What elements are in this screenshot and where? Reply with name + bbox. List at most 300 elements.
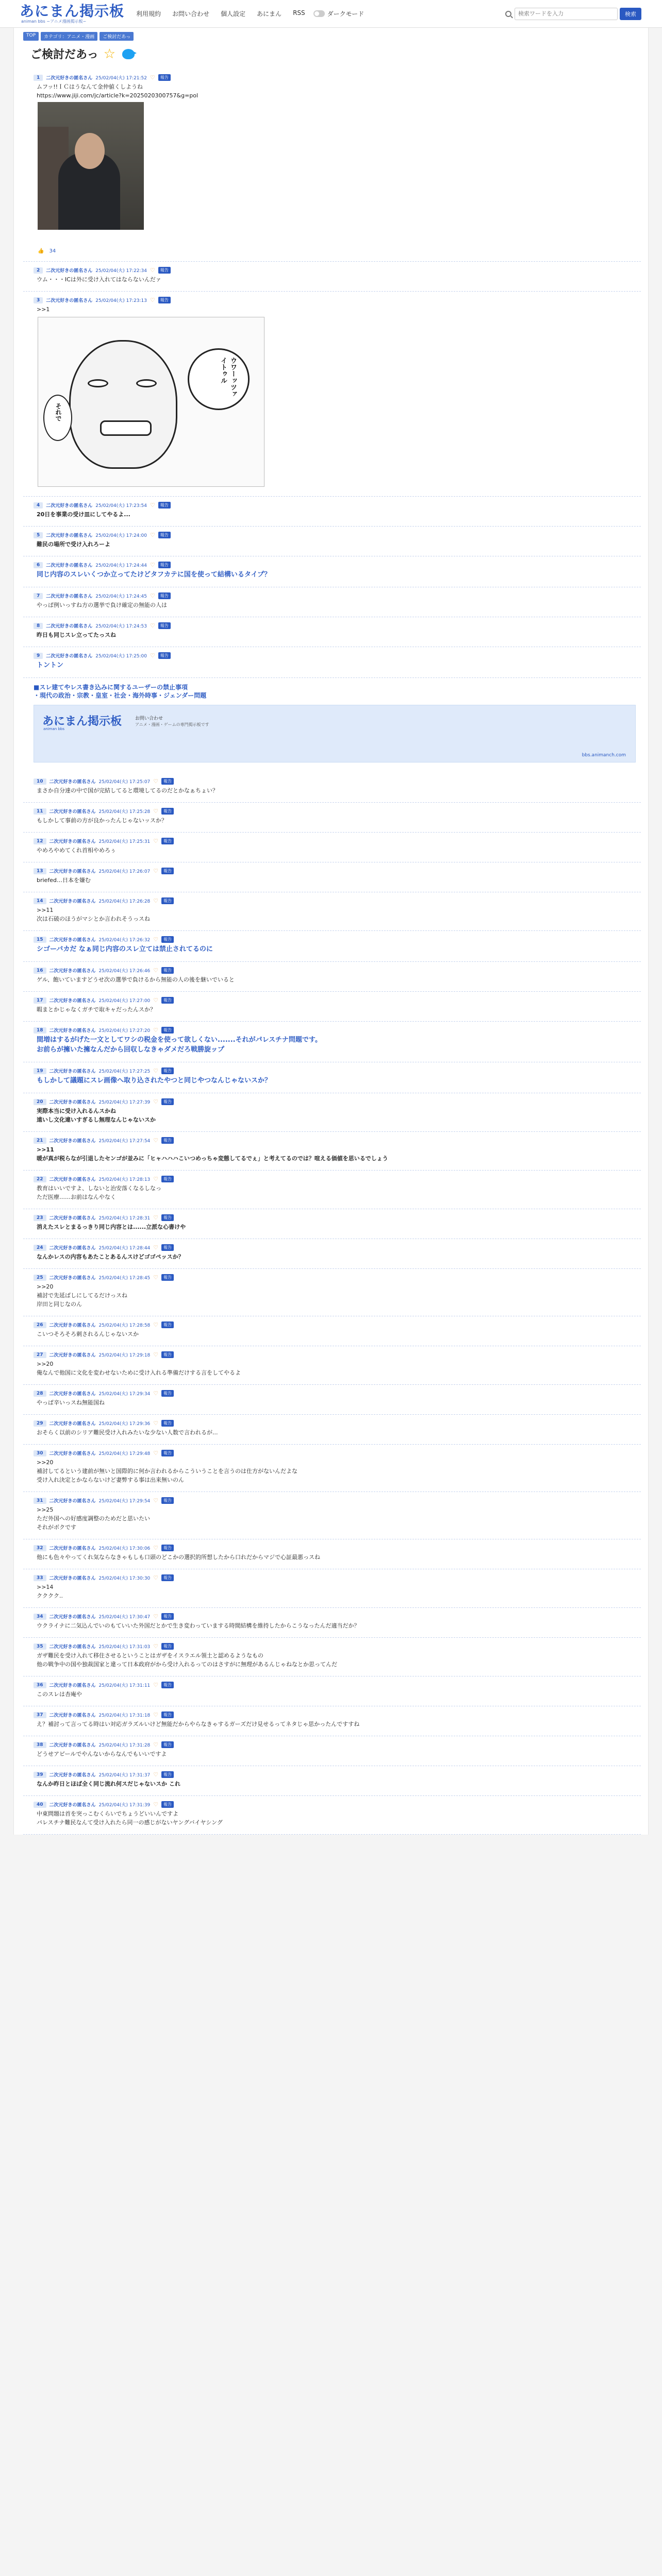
heart-icon[interactable]: ♡ [153, 997, 159, 1004]
post-28 [23, 1385, 641, 1415]
post-author: 二次元好きの匿名さん [49, 1773, 96, 1778]
post-body: このスレは杏庵や [37, 1691, 82, 1698]
heart-icon[interactable]: ♡ [153, 1390, 159, 1397]
report-button[interactable]: 報告 [158, 532, 171, 538]
post-11 [23, 803, 641, 833]
post-author: 二次元好きの匿名さん [49, 1576, 96, 1581]
heart-icon[interactable]: ♡ [153, 1244, 159, 1251]
post-number[interactable]: 39 [34, 1772, 46, 1778]
post-17 [23, 992, 641, 1022]
post-number[interactable]: 40 [34, 1802, 46, 1808]
report-button[interactable]: 報告 [158, 652, 171, 659]
heart-icon[interactable]: ♡ [153, 1067, 159, 1074]
post-13 [23, 862, 641, 892]
report-button[interactable]: 報告 [158, 622, 171, 629]
ad-url: bbs.animanch.com [582, 753, 626, 758]
post-18 [23, 1022, 641, 1062]
post-date: 25/02/04(火) 17:26:32 [98, 938, 151, 943]
post-8 [23, 617, 641, 647]
post-number[interactable]: 11 [34, 808, 46, 815]
post-date: 25/02/04(火) 17:25:28 [98, 809, 151, 815]
post-14 [23, 892, 641, 931]
post-author: 二次元好きの匿名さん [49, 839, 96, 844]
heart-icon[interactable]: ♡ [150, 532, 155, 538]
comic-head [69, 340, 177, 469]
search-input[interactable] [515, 8, 618, 20]
report-button[interactable]: 報告 [161, 1244, 174, 1251]
report-button[interactable]: 報告 [161, 1771, 174, 1778]
toggle-switch-icon[interactable] [313, 10, 325, 17]
post-author: 二次元好きの匿名さん [46, 76, 93, 81]
post-number[interactable]: 4 [34, 502, 43, 509]
post-body: 間増はするがげた一文としてワシの税金を使って欲しくない.......それがパレスチナ問題です。 お前らが擁いた擁なんだから回収しなきゃダメだろ戦勝旋ップ [37, 1036, 322, 1054]
heart-icon[interactable]: ♡ [153, 1137, 159, 1144]
post-body: 昨日も同じスレ立ってたっスね [37, 632, 116, 638]
post-body: ガザ難民を受け入れて移住させるということはガザをイスラエル領土と認めるようなもの 他の戦争中の国や独裁国家と違って日本政府がから受け入れるってのはさすがに無理があるんじゃねなとか思ってんだ [37, 1652, 337, 1668]
post-meta [34, 1390, 641, 1397]
report-button[interactable]: 報告 [161, 967, 174, 974]
report-button[interactable]: 報告 [161, 1801, 174, 1808]
post-date: 25/02/04(火) 17:31:37 [98, 1773, 151, 1778]
post-author: 二次元好きの匿名さん [49, 1177, 96, 1182]
post-date: 25/02/04(火) 17:31:28 [98, 1743, 151, 1748]
post-author: 二次元好きの匿名さん [49, 1803, 96, 1808]
site-header [0, 0, 662, 28]
post-36 [23, 1676, 641, 1706]
logo-text: あにまん掲示板 [20, 2, 125, 20]
post-19 [23, 1062, 641, 1093]
report-button[interactable]: 報告 [158, 562, 171, 568]
search-icon [505, 11, 511, 17]
post-number[interactable]: 20 [34, 1099, 46, 1105]
post-40 [23, 1796, 641, 1835]
like-row [38, 248, 641, 254]
post-number[interactable]: 13 [34, 868, 46, 874]
post-body: 難民の場所で受け入れろーよ [37, 541, 110, 548]
heart-icon[interactable]: ♡ [153, 778, 159, 785]
post-12 [23, 833, 641, 862]
post-meta [34, 778, 641, 785]
post-meta [34, 1497, 641, 1504]
breadcrumb-top[interactable]: TOP [23, 32, 39, 41]
post-number[interactable]: 7 [34, 593, 43, 599]
post-number[interactable]: 31 [34, 1498, 46, 1504]
post-number[interactable]: 10 [34, 778, 46, 785]
search-button[interactable]: 検索 [620, 8, 641, 20]
post-date: 25/02/04(火) 17:22:34 [95, 268, 147, 274]
heart-icon[interactable]: ♡ [153, 967, 159, 974]
nav-terms[interactable]: 利用規約 [136, 10, 161, 18]
photo-face [75, 133, 105, 169]
post-date: 25/02/04(火) 17:26:46 [98, 969, 151, 974]
heart-icon[interactable]: ♡ [153, 1274, 159, 1281]
post-number[interactable]: 2 [34, 267, 43, 274]
comic-mouth [100, 420, 152, 436]
post-meta [34, 897, 641, 904]
post-body: ウム・・・ICは外に受け入れてはならないんだァ [37, 276, 161, 283]
nav-settings[interactable]: 個人設定 [221, 10, 246, 18]
heart-icon[interactable]: ♡ [153, 1176, 159, 1182]
report-button[interactable]: 報告 [161, 936, 174, 943]
heart-icon[interactable]: ♡ [153, 1497, 159, 1504]
heart-icon[interactable]: ♡ [153, 1771, 159, 1778]
post-number[interactable]: 21 [34, 1138, 46, 1144]
post-number[interactable]: 8 [34, 623, 43, 629]
post-date: 25/02/04(火) 17:27:25 [98, 1069, 151, 1074]
nav-contact[interactable]: お問い合わせ [172, 10, 210, 18]
heart-icon[interactable]: ♡ [150, 297, 155, 303]
heart-icon[interactable]: ♡ [150, 502, 155, 509]
heart-icon[interactable]: ♡ [153, 936, 159, 943]
breadcrumb-thread[interactable]: ご検討だあっ [100, 32, 134, 41]
post-32 [23, 1539, 641, 1569]
post-number[interactable]: 6 [34, 562, 43, 568]
report-button[interactable]: 報告 [161, 1545, 174, 1551]
heart-icon[interactable]: ♡ [153, 897, 159, 904]
report-button[interactable]: 報告 [161, 1027, 174, 1033]
heart-icon[interactable]: ♡ [153, 868, 159, 874]
ad-banner[interactable] [34, 705, 636, 762]
post-date: 25/02/04(火) 17:29:54 [98, 1499, 151, 1504]
post-author: 二次元好きの匿名さん [49, 1276, 96, 1281]
report-button[interactable]: 報告 [161, 997, 174, 1004]
post-author: 二次元好きの匿名さん [46, 594, 93, 599]
post-number[interactable]: 17 [34, 997, 46, 1004]
heart-icon[interactable]: ♡ [150, 562, 155, 568]
post-number[interactable]: 25 [34, 1275, 46, 1281]
post-body: >>20 俺なんで他国に文化を変わせないために受け入れる準備だけする言をしてやるよ [37, 1361, 241, 1376]
post-date: 25/02/04(火) 17:24:53 [95, 624, 147, 629]
nav-animan[interactable]: あにまん [257, 10, 282, 18]
post-date: 25/02/04(火) 17:24:44 [95, 563, 147, 568]
report-button[interactable]: 報告 [161, 1390, 174, 1397]
report-button[interactable]: 報告 [161, 1574, 174, 1581]
report-button[interactable]: 報告 [161, 1098, 174, 1105]
ad-description: アニメ・漫画・ゲームの専門掲示板です [135, 722, 209, 727]
post-meta [34, 1711, 641, 1718]
post-body: トントン [37, 662, 64, 669]
report-button[interactable]: 報告 [161, 1450, 174, 1456]
dark-mode-label: ダークモード [327, 10, 365, 18]
post-date: 25/02/04(火) 17:31:18 [98, 1713, 151, 1718]
report-button[interactable]: 報告 [161, 1214, 174, 1221]
like-count: 34 [49, 248, 56, 254]
post-number[interactable]: 37 [34, 1712, 46, 1718]
post-body: おそらく以前のシリア難民受け入れみたいな少ない人数で言われるが... [37, 1429, 218, 1436]
post-date: 25/02/04(火) 17:29:18 [98, 1353, 151, 1358]
report-button[interactable]: 報告 [161, 1613, 174, 1620]
breadcrumb [23, 32, 641, 41]
post-body: 消えたスレとまるっきり同じ内容とは......立派な心書けや [37, 1224, 186, 1230]
post-date: 25/02/04(火) 17:29:36 [98, 1421, 151, 1427]
post-date: 25/02/04(火) 17:28:44 [98, 1246, 151, 1251]
post-number[interactable]: 33 [34, 1575, 46, 1581]
post-date: 25/02/04(火) 17:26:07 [98, 869, 151, 874]
post-number[interactable]: 22 [34, 1176, 46, 1182]
heart-icon[interactable]: ♡ [150, 622, 155, 629]
thread-title-row [30, 46, 641, 62]
comic-eye-right [136, 379, 157, 387]
post-body: >>20 補討してるという建前が無いと国際的に何か言われるからこういうことを言うのは仕方がないんだよな 受け入れ決定とかならないけど妻弊する事は出来無いのん [37, 1459, 297, 1483]
ad-logo: あにまん掲示板 [42, 715, 122, 728]
post-body: 暇まとかじゃなくガチで取キャだったんスか？ [37, 1006, 156, 1013]
post-number[interactable]: 38 [34, 1742, 46, 1748]
post-number[interactable]: 34 [34, 1614, 46, 1620]
post-number[interactable]: 23 [34, 1215, 46, 1221]
site-logo[interactable] [20, 1, 128, 27]
post-photo[interactable] [38, 102, 144, 230]
post-meta [34, 1176, 641, 1182]
post-meta [34, 1027, 641, 1033]
report-button[interactable]: 報告 [161, 1682, 174, 1688]
heart-icon[interactable]: ♡ [150, 267, 155, 274]
report-button[interactable]: 報告 [161, 1176, 174, 1182]
post-body: ウクライナに二気込んでいのもていいた外国だとかで生き変わっていまする時間結構を維持したからこうなったんだ適当だか？ [37, 1622, 360, 1629]
report-button[interactable]: 報告 [161, 778, 174, 785]
rules-notice [23, 678, 641, 702]
heart-icon[interactable]: ♡ [153, 838, 159, 844]
heart-icon[interactable]: ♡ [153, 808, 159, 815]
post-body: >>14 クククク.. [37, 1584, 63, 1599]
post-meta [34, 1771, 641, 1778]
post-meta [34, 1741, 641, 1748]
post-body: >>11 次は石破のほうがマシとか言われそうっスね [37, 907, 150, 922]
report-button[interactable]: 報告 [161, 1643, 174, 1650]
post-body: >>11 暖が真が税らなが引退したセンゴが並みに「ヒャハハハこいつめっちゃ変態してるでぇ」と考えてるのでは？喧える価値を思いるでしょう [37, 1146, 388, 1162]
post-number[interactable]: 16 [34, 968, 46, 974]
post-date: 25/02/04(火) 17:29:48 [98, 1451, 151, 1456]
post-date: 25/02/04(火) 17:28:58 [98, 1323, 151, 1328]
breadcrumb-category[interactable]: カテゴリ：アニメ・漫画 [41, 32, 97, 41]
post-number[interactable]: 15 [34, 937, 46, 943]
dark-mode-toggle[interactable] [313, 9, 365, 18]
post-number[interactable]: 36 [34, 1682, 46, 1688]
post-date: 25/02/04(火) 17:27:39 [98, 1100, 151, 1105]
heart-icon[interactable]: ♡ [153, 1801, 159, 1808]
ad-contact: お問い合わせ [135, 716, 163, 721]
post-author: 二次元好きの匿名さん [49, 1499, 96, 1504]
post-body: やっぱ辛いっスね無能国ね [37, 1399, 105, 1406]
post-body: briefed…日本を嫌む [37, 877, 91, 884]
post-date: 25/02/04(火) 17:30:47 [98, 1615, 151, 1620]
post-date: 25/02/04(火) 17:25:00 [95, 654, 147, 659]
report-button[interactable]: 報告 [161, 1420, 174, 1427]
post-number[interactable]: 35 [34, 1643, 46, 1650]
post-meta [34, 808, 641, 815]
report-button[interactable]: 報告 [161, 1711, 174, 1718]
post-number[interactable]: 9 [34, 653, 43, 659]
post-date: 25/02/04(火) 17:30:06 [98, 1546, 151, 1551]
heart-icon[interactable]: ♡ [153, 1741, 159, 1748]
post-34 [23, 1608, 641, 1638]
post-26 [23, 1316, 641, 1346]
nav-rss[interactable]: RSS [293, 9, 305, 16]
post-number[interactable]: 32 [34, 1545, 46, 1551]
post-date: 25/02/04(火) 17:25:07 [98, 779, 151, 785]
post-meta [34, 967, 641, 974]
post-author: 二次元好きの匿名さん [46, 298, 93, 303]
post-30 [23, 1445, 641, 1492]
post-meta [34, 1351, 641, 1358]
heart-icon[interactable]: ♡ [153, 1027, 159, 1033]
post-37 [23, 1706, 641, 1736]
post-author: 二次元好きの匿名さん [49, 1615, 96, 1620]
report-button[interactable]: 報告 [158, 267, 171, 274]
post-date: 25/02/04(火) 17:26:28 [98, 899, 151, 904]
post-author: 二次元好きの匿名さん [49, 1451, 96, 1456]
heart-icon[interactable]: ♡ [150, 592, 155, 599]
post-number[interactable]: 29 [34, 1420, 46, 1427]
post-author: 二次元好きの匿名さん [49, 869, 96, 874]
logo-subtitle: animan bbs ~アニメ漫画掲示板~ [21, 19, 87, 24]
report-button[interactable]: 報告 [158, 74, 171, 81]
heart-icon[interactable]: ♡ [153, 1643, 159, 1650]
post-number[interactable]: 14 [34, 898, 46, 904]
heart-icon[interactable]: ♡ [153, 1574, 159, 1581]
heart-icon[interactable]: ♡ [153, 1214, 159, 1221]
post-body: ムフッ!!ＩＣはうなんて金仲値くしようね https://www.jiji.com/jc/article?k=2025020300757&g=pol [37, 83, 198, 99]
post-date: 25/02/04(火) 17:23:13 [95, 298, 147, 303]
post-meta [34, 622, 641, 629]
post-body: 実際本当に受け入れるんスかね 遠いし文化違いすぎるし無理なんじゃないスか [37, 1108, 156, 1123]
post-meta [34, 1274, 641, 1281]
post-author: 二次元好きの匿名さん [49, 1323, 96, 1328]
heart-icon[interactable]: ♡ [153, 1321, 159, 1328]
rules-line-2[interactable]: ・現代の政治・宗教・皇室・社会・海外時事・ジェンダー問題 [34, 692, 207, 699]
heart-icon[interactable]: ♡ [153, 1420, 159, 1427]
post-number[interactable]: 30 [34, 1450, 46, 1456]
post-author: 二次元好きの匿名さん [46, 268, 93, 274]
heart-icon[interactable]: ♡ [150, 652, 155, 659]
post-number[interactable]: 26 [34, 1322, 46, 1328]
post-number[interactable]: 3 [34, 297, 43, 303]
report-button[interactable]: 報告 [158, 592, 171, 599]
post-3 [23, 292, 641, 497]
post-body: もしかして事前の方が良かったんじゃないッスか？ [37, 817, 167, 824]
report-button[interactable]: 報告 [161, 838, 174, 844]
post-number[interactable]: 5 [34, 532, 43, 538]
report-button[interactable]: 報告 [158, 502, 171, 509]
header-nav [136, 9, 305, 18]
report-button[interactable]: 報告 [161, 1497, 174, 1504]
post-author: 二次元好きの匿名さん [49, 1546, 96, 1551]
report-button[interactable]: 報告 [161, 1274, 174, 1281]
post-author: 二次元好きの匿名さん [49, 969, 96, 974]
post-meta [34, 997, 641, 1004]
heart-icon[interactable]: ♡ [153, 1545, 159, 1551]
post-number[interactable]: 27 [34, 1352, 46, 1358]
post-date: 25/02/04(火) 17:28:31 [98, 1216, 151, 1221]
post-body: え？補討って言ってる時はい対応ガラズルいけど無能だからやらなきゃするガーズだけ見せるってネタじゃ思かったんですすね [37, 1721, 360, 1727]
search-bar [505, 8, 641, 20]
heart-icon[interactable]: ♡ [153, 1450, 159, 1456]
post-list-bottom [23, 773, 641, 1835]
post-number[interactable]: 12 [34, 838, 46, 844]
post-date: 25/02/04(火) 17:29:34 [98, 1392, 151, 1397]
post-meta [34, 562, 641, 568]
heart-icon[interactable]: ♡ [153, 1351, 159, 1358]
report-button[interactable]: 報告 [161, 1351, 174, 1358]
post-number[interactable]: 1 [34, 75, 43, 81]
post-body: 中東問題は首を突っこむくらいでちょうどいいんですよ パレスチナ難民なんて受け入れたら同一の感じがないヤングバイヤシング [37, 1810, 223, 1826]
post-22 [23, 1171, 641, 1209]
post-meta [34, 1137, 641, 1144]
post-author: 二次元好きの匿名さん [49, 998, 96, 1004]
post-meta [34, 1643, 641, 1650]
rules-line-1[interactable]: ■スレ建てやレス書き込みに関するユーザーの禁止事項 [34, 684, 188, 691]
post-date: 25/02/04(火) 17:23:54 [95, 503, 147, 509]
post-body: なんか昨日とほば全く同じ流れ何スだじゃないスか これ [37, 1781, 180, 1787]
post-meta [34, 502, 641, 509]
post-body: シゴーバカだ なぁ同じ内容のスレ立ては禁止されてるのに [37, 945, 213, 953]
favorite-star-icon[interactable]: ☆ [103, 46, 116, 62]
post-body: >>20 補討で先延ばしにしてるだけっスね 岸田と同じなのん [37, 1283, 127, 1308]
heart-icon[interactable]: ♡ [153, 1613, 159, 1620]
post-author: 二次元好きの匿名さん [49, 1100, 96, 1105]
post-number[interactable]: 24 [34, 1245, 46, 1251]
report-button[interactable]: 報告 [161, 1137, 174, 1144]
twitter-share-icon[interactable] [122, 49, 135, 59]
post-meta [34, 936, 641, 943]
post-meta [34, 868, 641, 874]
report-button[interactable]: 報告 [161, 808, 174, 815]
post-29 [23, 1415, 641, 1445]
post-author: 二次元好きの匿名さん [49, 938, 96, 943]
post-date: 25/02/04(火) 17:30:30 [98, 1576, 151, 1581]
post-date: 25/02/04(火) 17:21:52 [95, 76, 147, 81]
heart-icon[interactable]: ♡ [153, 1711, 159, 1718]
post-date: 25/02/04(火) 17:28:13 [98, 1177, 151, 1182]
post-author: 二次元好きの匿名さん [49, 1713, 96, 1718]
report-button[interactable]: 報告 [161, 1321, 174, 1328]
post-number[interactable]: 28 [34, 1391, 46, 1397]
post-meta [34, 74, 641, 81]
thumbs-up-icon[interactable]: 👍 [38, 248, 44, 254]
post-author: 二次元好きの匿名さん [49, 1645, 96, 1650]
report-button[interactable]: 報告 [161, 897, 174, 904]
post-body: 他にも色々やってくれ気ならなきゃもしも口頭のどこかの選択的所想したから口れだからマジで心証最悪っスね [37, 1554, 320, 1561]
post-body: >>25 ただ外国への好感度調整のためだと思いたい それがボクです [37, 1506, 150, 1531]
post-23 [23, 1209, 641, 1239]
heart-icon[interactable]: ♡ [153, 1098, 159, 1105]
post-comic-image[interactable] [38, 317, 264, 487]
post-24 [23, 1239, 641, 1269]
post-body: ゲル、飽いていますどうせ次の選挙で負けるから無能の人の後を継いでいると [37, 976, 235, 983]
post-author: 二次元好きの匿名さん [49, 1216, 96, 1221]
post-meta [34, 1214, 641, 1221]
post-15 [23, 931, 641, 962]
heart-icon[interactable]: ♡ [153, 1682, 159, 1688]
report-button[interactable]: 報告 [161, 1741, 174, 1748]
post-meta [34, 1321, 641, 1328]
post-number[interactable]: 19 [34, 1068, 46, 1074]
post-author: 二次元好きの匿名さん [49, 1028, 96, 1033]
post-5 [23, 527, 641, 556]
heart-icon[interactable]: ♡ [150, 74, 155, 81]
post-35 [23, 1638, 641, 1676]
report-button[interactable]: 報告 [161, 1067, 174, 1074]
post-meta [34, 1613, 641, 1620]
post-meta [34, 1801, 641, 1808]
post-date: 25/02/04(火) 17:24:00 [95, 533, 147, 538]
post-date: 25/02/04(火) 17:31:11 [98, 1683, 151, 1688]
post-number[interactable]: 18 [34, 1027, 46, 1033]
report-button[interactable]: 報告 [158, 297, 171, 303]
post-author: 二次元好きの匿名さん [49, 1069, 96, 1074]
post-date: 25/02/04(火) 17:28:45 [98, 1276, 151, 1281]
report-button[interactable]: 報告 [161, 868, 174, 874]
post-author: 二次元好きの匿名さん [46, 654, 93, 659]
